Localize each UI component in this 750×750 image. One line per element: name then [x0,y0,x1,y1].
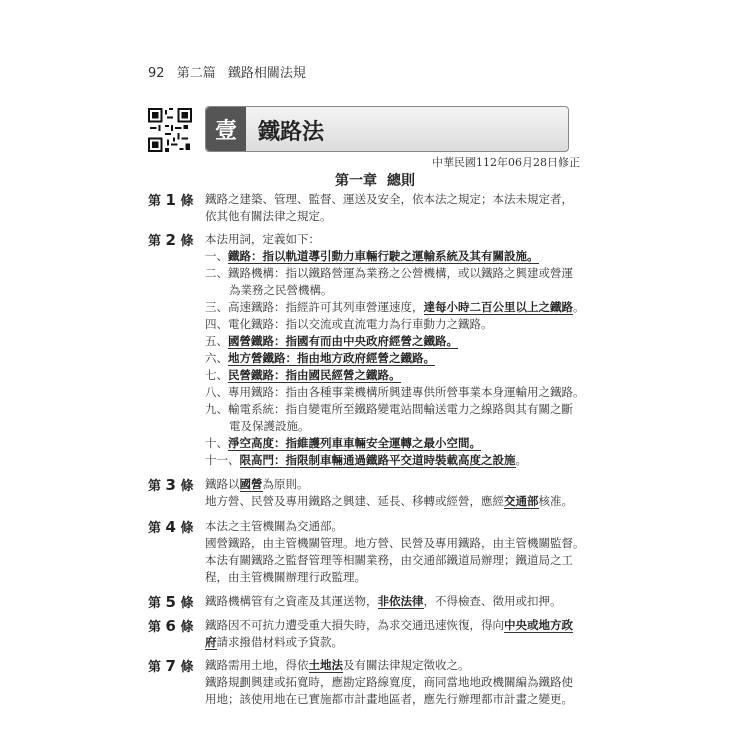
definition-item-cont: 為業務之民營機構。 [229,283,333,297]
text-line: 用地；該使用地在已實施都市計畫地區者，應先行辦理都市計畫之變更。 [205,692,573,706]
text-line: 鐵路以國營為原則。 [205,477,309,491]
header-title: 鐵路相關法規 [227,66,306,81]
article-body-1 [205,191,580,225]
article-label-6: 第 6 條 [148,617,194,635]
article-body-6 [205,617,580,651]
article-label-4: 第 4 條 [148,518,194,536]
definition-item: 一、鐵路：指以軌道導引動力車輛行駛之運輸系統及其有關設施。 [205,249,539,263]
text-line: 依其他有關法律之規定。 [205,209,332,223]
law-title: 鐵路法 [258,120,325,145]
chapter-heading [0,170,750,190]
page-number: 92 [148,66,165,81]
article-body-3 [205,476,580,510]
article-body-7 [205,657,580,708]
text-line: 鐵路之建築、管理、監督、運送及安全，依本法之規定；本法未規定者， [205,192,573,206]
text-line: 鐵路需用土地，得依土地法及有關法律規定徵收之。 [205,658,470,672]
definition-item: 五、國營鐵路：指國有而由中央政府經營之鐵路。 [205,334,458,348]
text-line: 程，由主管機關辦理行政監理。 [205,570,366,584]
article-label-2: 第 2 條 [148,231,194,249]
text-line: 鐵路因不可抗力遭受重大損失時，為求交通迅速恢復，得向中央或地方政 [205,618,573,632]
chapter-name: 總則 [387,173,415,189]
definition-item: 八、專用鐵路：指由各種事業機構所興建專供所營事業本身運輸用之鐵路。 [205,385,585,399]
definition-item: 四、電化鐵路：指以交流或直流電力為行車動力之鐵路。 [205,317,493,331]
article-body-2 [205,231,585,469]
text-line: 國營鐵路，由主管機關管理。地方營、民營及專用鐵路，由主管機關監督。 [205,536,585,550]
definition-item: 十一、限高門：指限制車輛通過鐵路平交道時裝載高度之設施。 [205,453,527,467]
law-number-badge: 壹 [206,107,246,151]
definition-item: 七、民營鐵路：指由國民經營之鐵路。 [205,368,401,382]
article-label-3: 第 3 條 [148,476,194,494]
text-line: 本法用詞，定義如下： [205,232,320,246]
qr-code-icon [148,108,192,152]
text-line: 鐵路機構管有之資產及其運送物，非依法律，不得檢查、徵用或扣押。 [205,594,562,608]
article-label-1: 第 1 條 [148,191,194,209]
definition-item: 六、地方營鐵路：指由地方政府經營之鐵路。 [205,351,435,365]
definition-item: 十、淨空高度：指維護列車車輛安全運轉之最小空間。 [205,436,481,450]
definition-item-cont: 電及保護設施。 [229,419,310,433]
running-header [148,62,306,81]
chapter-number: 第一章 [335,173,377,189]
amended-date: 中華民國112年06月28日修正 [432,156,580,169]
article-body-5 [205,593,580,610]
text-line: 府請求撥借材料或予貸款。 [205,635,343,649]
text-line: 本法有關鐵路之監督管理等相關業務，由交通部鐵道局辦理；鐵道局之工 [205,553,573,567]
section-label: 第二篇 [176,66,216,81]
definition-item: 三、高速鐵路：指經許可其列車營運速度，達每小時二百公里以上之鐵路。 [205,300,585,314]
text-line: 地方營、民營及專用鐵路之興建、延長、移轉或經營，應經交通部核准。 [205,494,573,508]
article-body-4 [205,518,585,586]
text-line: 本法之主管機關為交通部。 [205,519,343,533]
law-title-banner [205,106,569,152]
article-label-5: 第 5 條 [148,593,194,611]
definition-item: 九、輸電系統：指自變電所至鐵路變電站間輸送電力之線路與其有關之斷 [205,402,573,416]
definition-item: 二、鐵路機構：指以鐵路營運為業務之公營機構，或以鐵路之興建或營運 [205,266,573,280]
article-label-7: 第 7 條 [148,657,194,675]
text-line: 鐵路規劃興建或拓寬時，應勘定路線寬度，商同當地地政機關編為鐵路使 [205,675,573,689]
